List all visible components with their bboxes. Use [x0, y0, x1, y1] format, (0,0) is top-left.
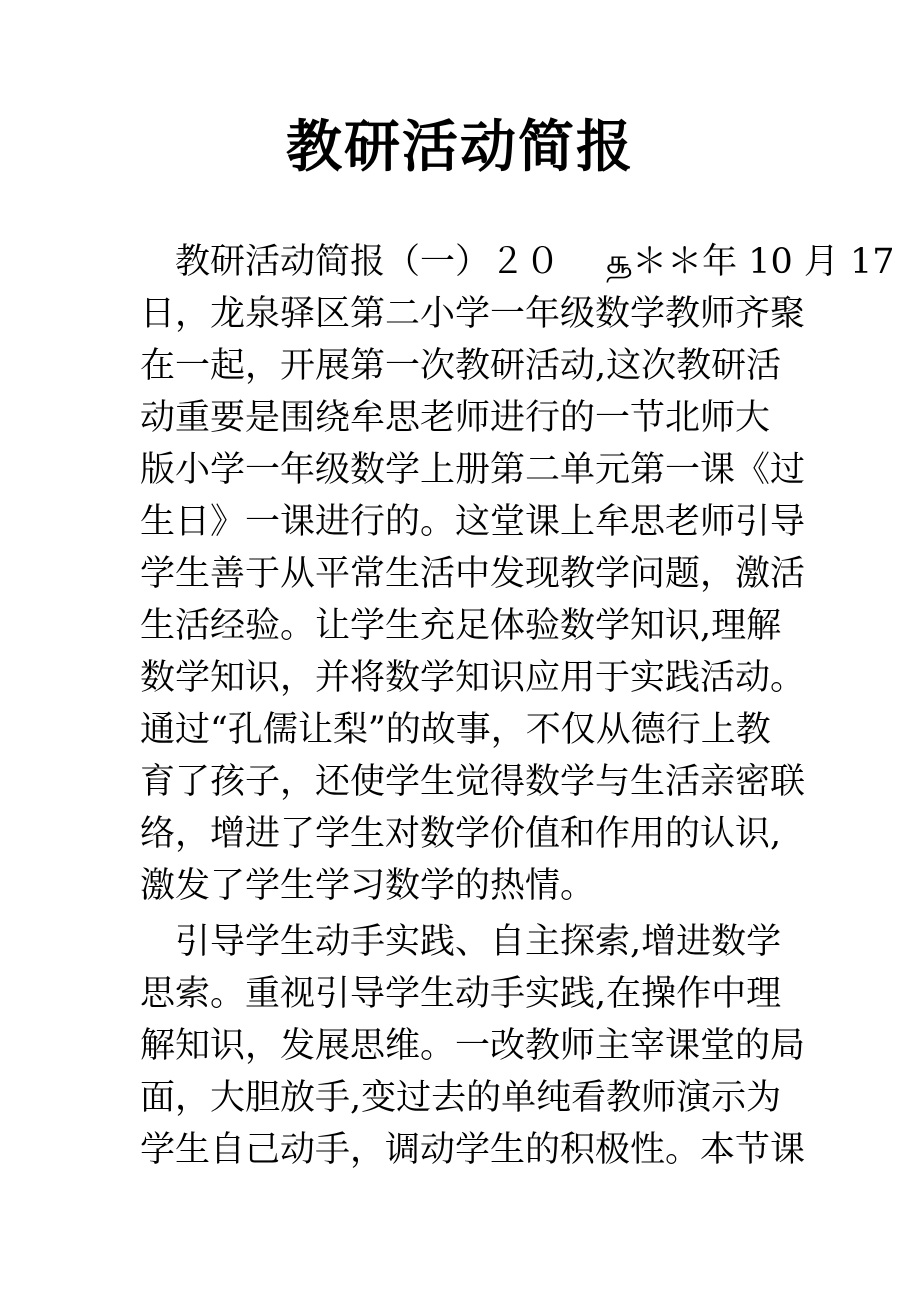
paragraph-line: 育了孩子，还使学生觉得数学与生活亲密联: [140, 762, 806, 802]
paragraph-line: 学生善于从平常生活中发现教学问题，激活: [140, 554, 806, 594]
paragraph-line: 教研活动简报（一）２０ ௲＊＊年 10 月 17: [140, 242, 895, 282]
paragraph-line: 日，龙泉驿区第二小学一年级数学教师齐聚: [140, 294, 806, 334]
paragraph-1: [140, 236, 895, 912]
paragraph-line: 数学知识，并将数学知识应用于实践活动。: [140, 658, 806, 698]
document-title: 教研活动简报: [286, 114, 634, 180]
paragraph-line: 激发了学生学习数学的热情。: [140, 866, 596, 906]
paragraph-line: 引导学生动手实践、自主探索,增进数学: [140, 922, 782, 962]
paragraph-line: 解知识，发展思维。一改教师主宰课堂的局: [140, 1026, 806, 1066]
paragraph-line: 生活经验。让学生充足体验数学知识,理解: [140, 606, 782, 646]
paragraph-2: [140, 916, 806, 1176]
paragraph-line: 通过“孔儒让梨”的故事，不仅从德行上教: [140, 710, 771, 750]
paragraph-line: 络，增进了学生对数学价值和作用的认识,: [140, 814, 782, 854]
paragraph-line: 思索。重视引导学生动手实践,在操作中理: [140, 974, 782, 1014]
paragraph-line: 动重要是围绕牟思老师进行的一节北师大: [140, 398, 771, 438]
paragraph-line: 生日》一课进行的。这堂课上牟思老师引导: [140, 502, 806, 542]
paragraph-line: 在一起，开展第一次教研活动,这次教研活: [140, 346, 782, 386]
paragraph-line: 学生自己动手，调动学生的积极性。本节课: [140, 1130, 806, 1170]
paragraph-line: 面，大胆放手,变过去的单纯看教师演示为: [140, 1078, 782, 1118]
paragraph-line: 版小学一年级数学上册第二单元第一课《过: [140, 450, 806, 490]
